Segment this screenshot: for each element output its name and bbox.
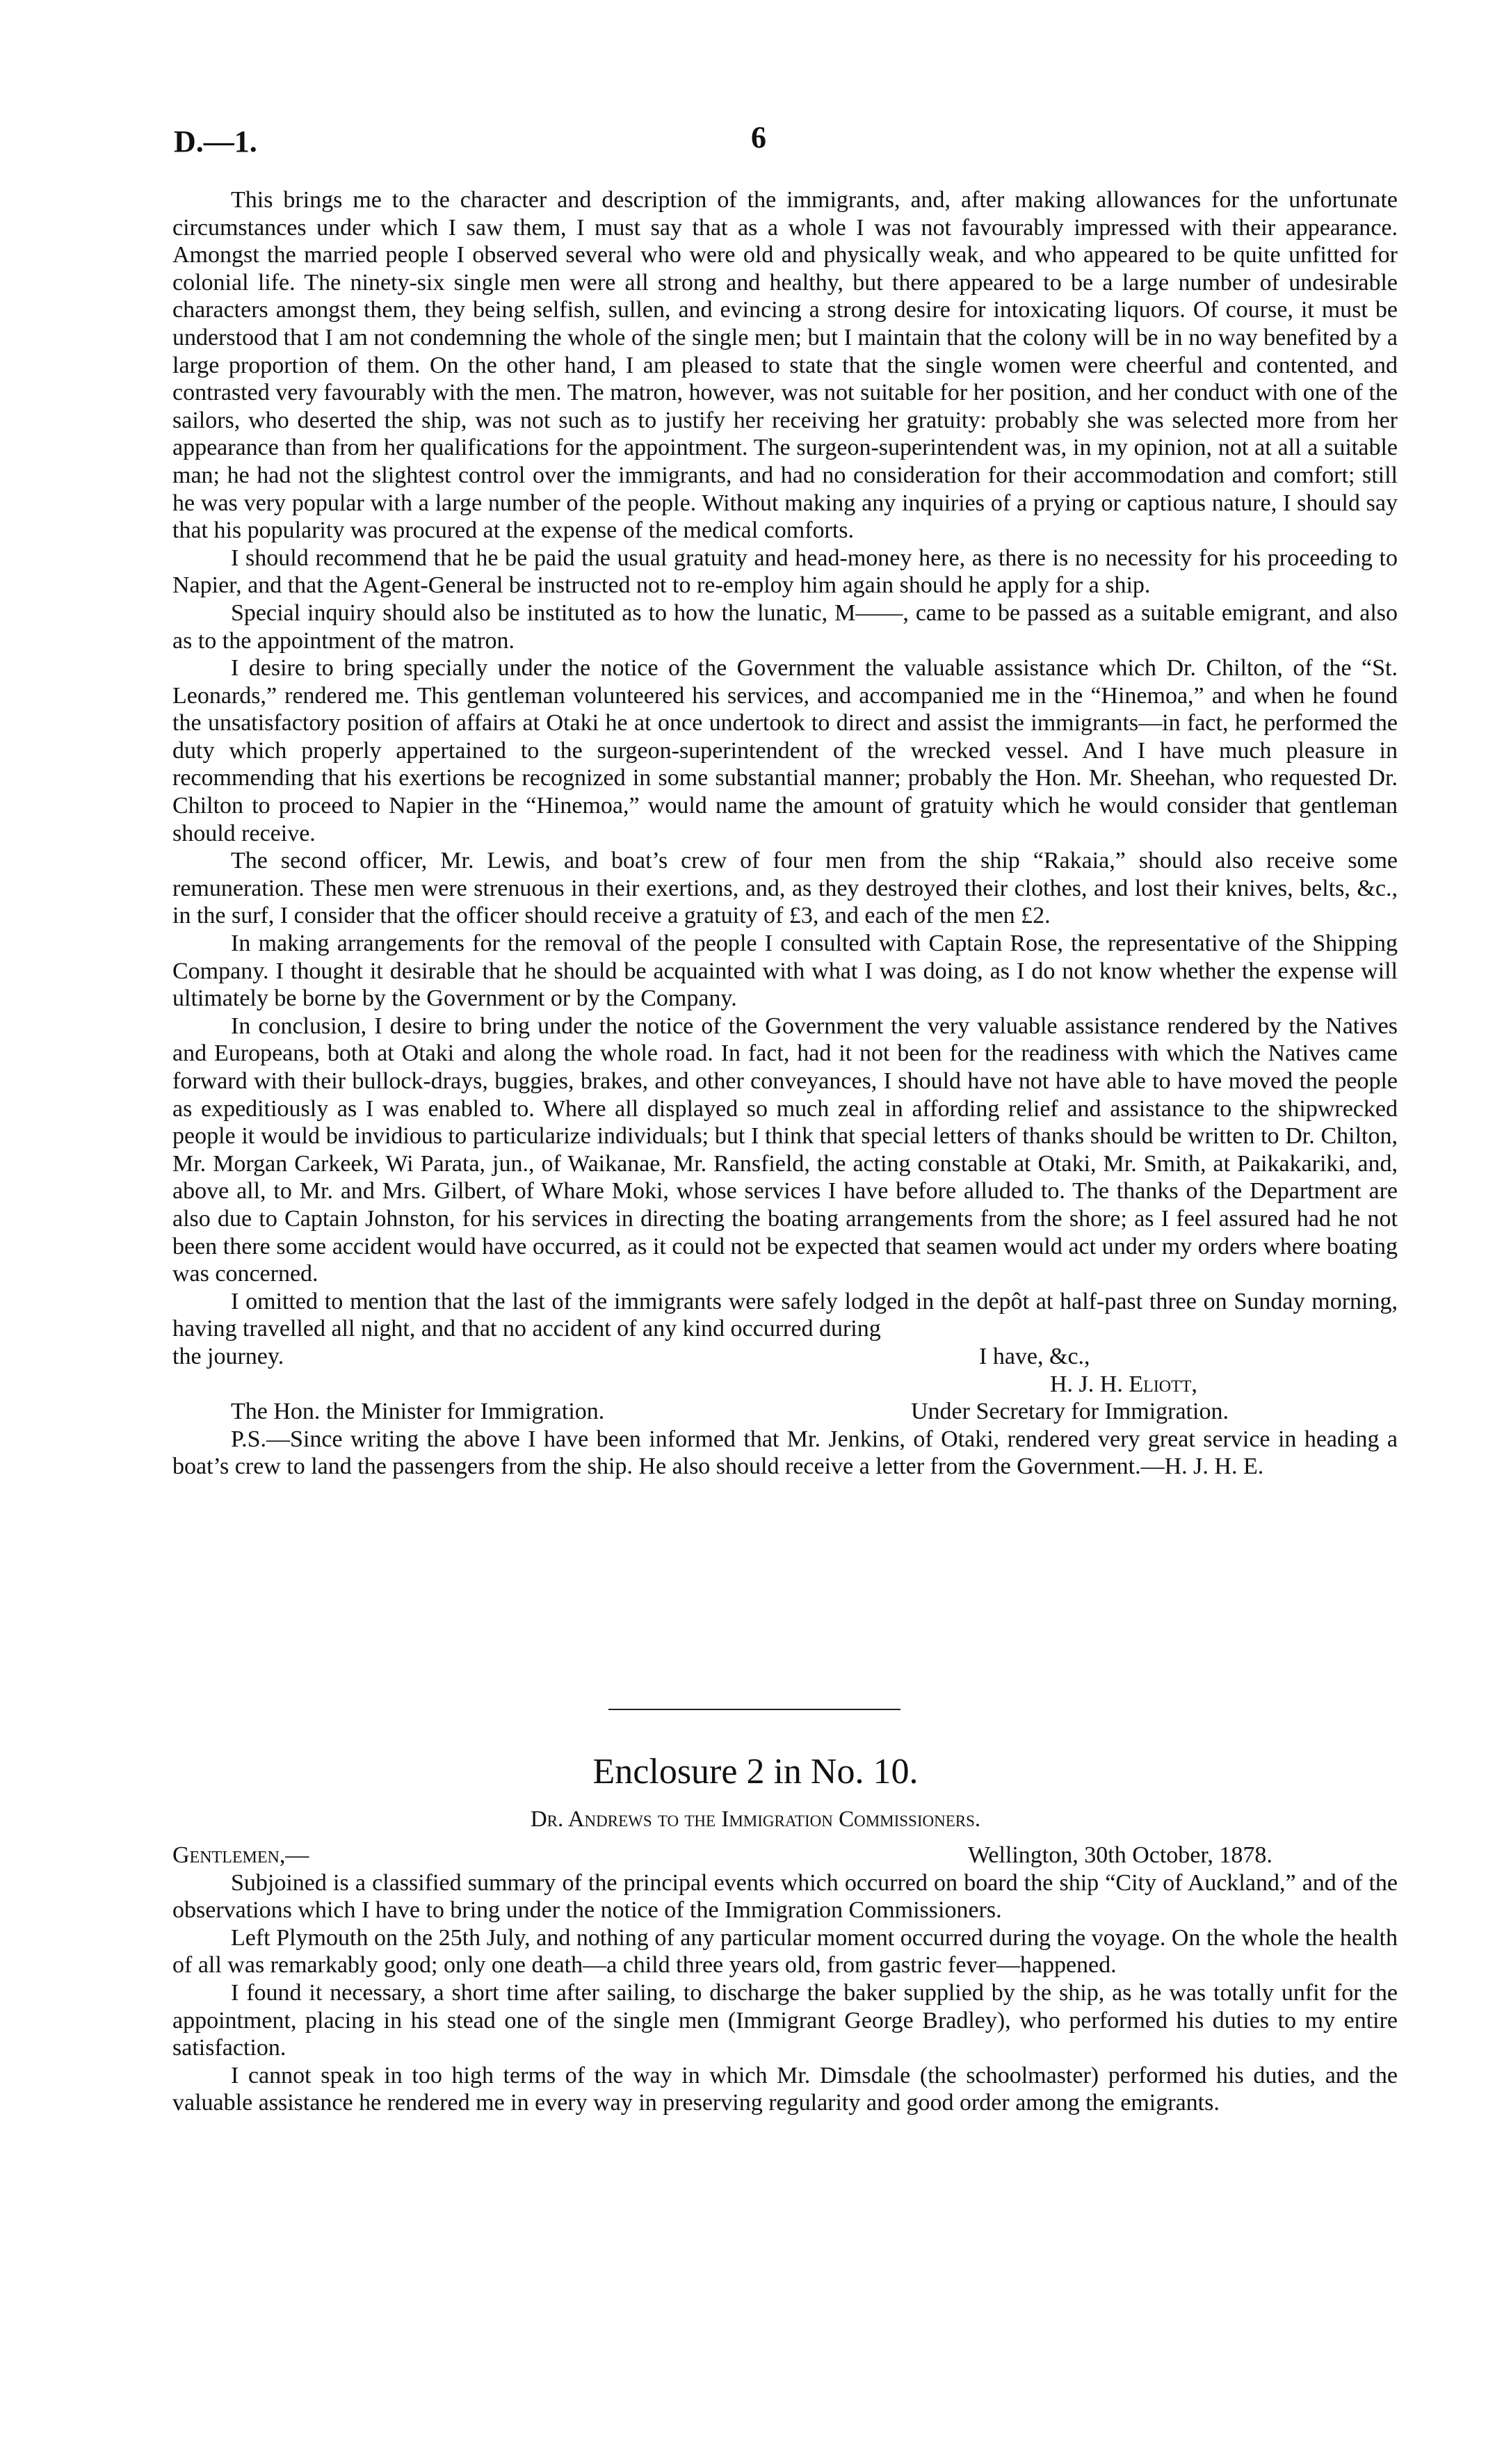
enclosure-body xyxy=(172,1842,1398,2117)
paragraph-conclusion: In conclusion, I desire to bring under the notice of the Government the very valuable assistance rendered by the Natives and Europeans, both at Otaki and along the whole road. In fact, had it not been for the readiness with which the Natives came forward with their bullock-drays, buggies, brakes, and other conveyances, I should have not have able to have moved the people as expeditiously as I was enabled to. Where all displayed so much zeal in affording relief and assistance to the shipwrecked people it would be invidious to particularize individuals; but I think that special letters of thanks should be written to Dr. Chilton, Mr. Morgan Carkeek, Wi Parata, jun., of Waikanae, Mr. Ransfield, the acting constable at Otaki, Mr. Smith, at Paikakariki, and, above all, to Mr. and Mrs. Gilbert, of Whare Moki, whose services I have before alluded to. The thanks of the Department are also due to Captain Johnston, for his services in directing the boating arrangements from the shore; as I feel assured had he not been there some accident would have occurred, as it could not be expected that seamen would act under my orders where boating was concerned. xyxy=(172,1013,1398,1287)
salutation: Gentlemen,— xyxy=(172,1842,309,1868)
signature-row xyxy=(172,1371,1398,1399)
paragraph-summary: Subjoined is a classified summary of the principal events which occurred on board the ship “City of Auckland,” and of the observations which I have to bring under the notice of the Immigration Commissioners. xyxy=(172,1869,1398,1924)
letter-body xyxy=(172,186,1398,1481)
paragraph-dr-chilton: I desire to bring specially under the notice of the Government the valuable assistance which Dr. Chilton, of the “St. Leonards,” rendered me. This gentleman volunteered his services, and accompanied me in the “Hinemoa,” and when he found the unsatisfactory position of affairs at Otaki he at once undertook to direct and assist the immigrants—in fact, he performed the duty which properly appertained to the surgeon-superintendent of the wrecked vessel. And I have much pleasure in recommending that his exertions be recognized in some substantial manner; probably the Hon. Mr. Sheehan, who requested Dr. Chilton to proceed to Napier in the “Hinemoa,” would name the amount of gratuity which he would consider that gentleman should receive. xyxy=(172,655,1398,846)
document-reference: D.—1. xyxy=(174,124,257,159)
paragraph-depot-arrival: I omitted to mention that the last of the immigrants were safely lodged in the depôt at half-past three on Sunday morning, having travelled all night, and that no accident of any kind occurred during xyxy=(172,1288,1398,1342)
paragraph-schoolmaster: I cannot speak in too high terms of the way in which Mr. Dimsdale (the schoolmaster) performed his duties, and the valuable assistance he rendered me in every way in preserving regularity and good order among the emigrants. xyxy=(172,2062,1398,2116)
section-divider xyxy=(608,1709,900,1710)
salutation-row xyxy=(172,1842,1398,1869)
signature: H. J. H. Eliott, xyxy=(1050,1371,1197,1397)
closing-phrase: I have, &c., xyxy=(979,1343,1090,1369)
postscript: P.S.—Since writing the above I have been informed that Mr. Jenkins, of Otaki, rendered very great service in heading a boat’s crew to land the passengers from the ship. He also should receive a letter from the Government.—H. J. H. E. xyxy=(172,1426,1398,1480)
page-number: 6 xyxy=(751,120,766,154)
closing-row xyxy=(172,1343,1398,1371)
paragraph-captain-rose: In making arrangements for the removal of the people I consulted with Captain Rose, the representative of the Shipping Company. I thought it desirable that he should be acquainted with what I was doing, as I do not know whether the expense will ultimately be borne by the Government or by the Company. xyxy=(172,931,1398,1012)
paragraph-immigrants-character: This brings me to the character and description of the immigrants, and, after making allowances for the unfortunate circumstances under which I saw them, I must say that as a whole I was not favourably impressed with their appearance. Amongst the married people I observed several who were old and physically weak, and who appeared to be quite unfitted for colonial life. The ninety-six single men were all strong and healthy, but there appeared to be a large number of undesirable characters amongst them, they being selfish, sullen, and evincing a strong desire for intoxicating liquors. Of course, it must be understood that I am not condemning the whole of the single men; but I maintain that the colony will be in no way benefited by a large proportion of them. On the other hand, I am pleased to state that the single women were cheerful and contented, and contrasted very favourably with the men. The matron, however, was not suitable for her position, and her conduct with one of the sailors, who deserted the ship, was not such as to justify her receiving her gratuity: probably she was selected more from her appearance than from her qualifications for the appointment. The surgeon-superintendent was, in my opinion, not at all a suitable man; he had not the slightest control over the immigrants, and had no consideration for their accommodation and comfort; still he was very popular with a large number of the people. Without making any inquiries of a prying or captious nature, I should say that his popularity was procured at the expense of the medical comforts. xyxy=(172,187,1398,544)
addressee: The Hon. the Minister for Immigration. xyxy=(231,1399,605,1425)
enclosure-title: Enclosure 2 in No. 10. xyxy=(592,1752,919,1791)
place-date: Wellington, 30th October, 1878. xyxy=(968,1842,1272,1868)
paragraph-special-inquiry: Special inquiry should also be instituted as to how the lunatic, M——, came to be passed as a suitable emigrant, and also as to the appointment of the matron. xyxy=(172,599,1398,654)
paragraph-gratuity-recommendation: I should recommend that he be paid the usual gratuity and head-money here, as there is no necessity for his proceeding to Napier, and that the Agent-General be instructed not to re-employ him again should he apply for a ship. xyxy=(172,545,1398,599)
enclosure-subtitle: Dr. Andrews to the Immigration Commissioners. xyxy=(530,1807,981,1832)
closing-left-text: the journey. xyxy=(172,1343,284,1369)
paragraph-baker: I found it necessary, a short time after sailing, to discharge the baker supplied by the ship, as he was totally unfit for the appointment, placing in his stead one of the single men (Immigrant George Bradley), who performed his duties to my entire satisfaction. xyxy=(172,1979,1398,2061)
paragraph-voyage: Left Plymouth on the 25th July, and nothing of any particular moment occurred during the voyage. On the whole the health of all was remarkably good; only one death—a child three years old, from gastric fever—happened. xyxy=(172,1924,1398,1979)
addressee-row xyxy=(172,1398,1398,1426)
signer-title: Under Secretary for Immigration. xyxy=(911,1399,1229,1425)
paragraph-second-officer: The second officer, Mr. Lewis, and boat’s crew of four men from the ship “Rakaia,” should also receive some remuneration. These men were strenuous in their exertions, and, as they destroyed their clothes, and lost their knives, belts, &c., in the surf, I consider that the officer should receive a gratuity of £3, and each of the men £2. xyxy=(172,848,1398,929)
